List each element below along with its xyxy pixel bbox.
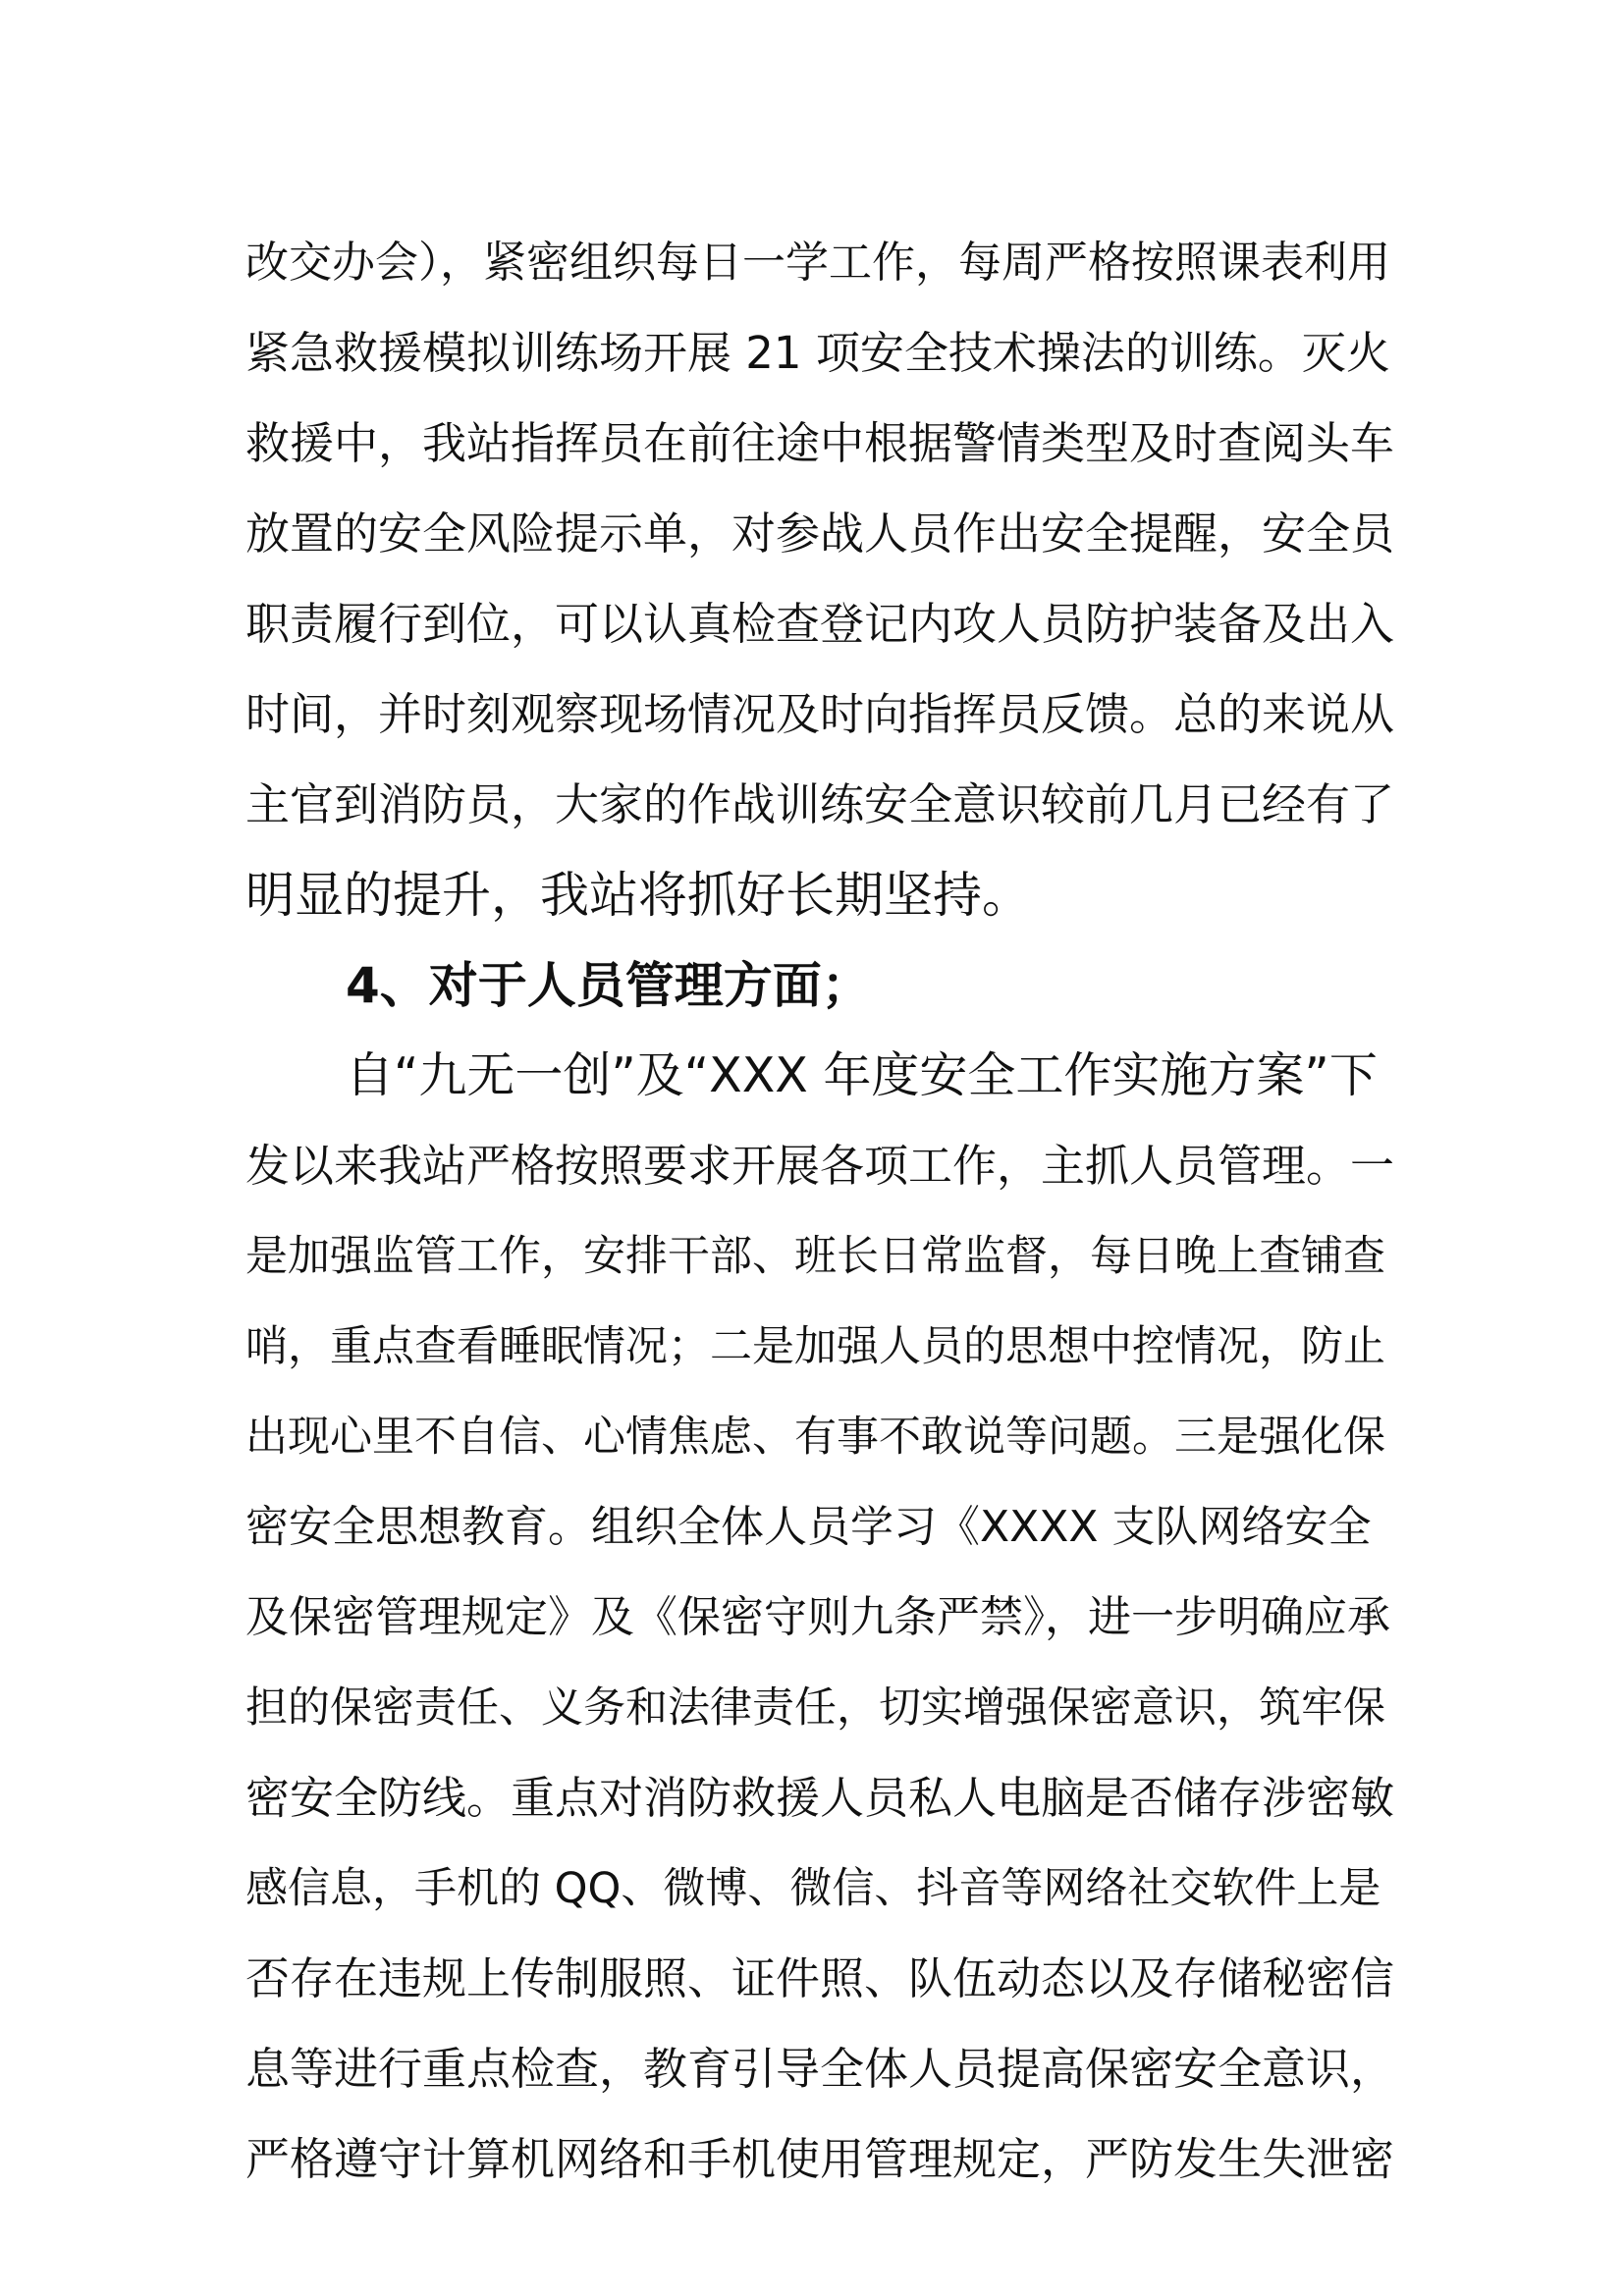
paragraph-line: 否存在违规上传制服照、证件照、队伍动态以及存储秘密信	[245, 1952, 1395, 2004]
paragraph-line: 主官到消防员，大家的作战训练安全意识较前几月已经有了	[245, 778, 1395, 830]
paragraph-line: 明显的提升，我站将抓好长期坚持。	[245, 867, 1031, 924]
paragraph-line: 感信息，手机的 QQ、微博、微信、抖音等网络社交软件上是	[245, 1864, 1381, 1913]
paragraph-line: 救援中，我站指挥员在前往途中根据警情类型及时查阅头车	[245, 417, 1395, 469]
paragraph-line: 改交办会），紧密组织每日一学工作，每周严格按照课表利用	[245, 238, 1390, 288]
paragraph-line: 及保密管理规定》及《保密守则九条严禁》，进一步明确应承	[245, 1592, 1390, 1642]
paragraph-line: 严格遵守计算机网络和手机使用管理规定，严防发生失泄密	[245, 2133, 1395, 2185]
paragraph-line: 放置的安全风险提示单，对参战人员作出安全提醒，安全员	[245, 507, 1395, 560]
paragraph-first-line: 自“九无一创”及“XXX 年度安全工作实施方案”下	[346, 1047, 1378, 1103]
paragraph-line: 担的保密责任、义务和法律责任，切实增强保密意识，筑牢保	[245, 1683, 1385, 1733]
paragraph-line: 是加强监管工作，安排干部、班长日常监督，每日晚上查铺查	[245, 1232, 1385, 1281]
paragraph-line: 发以来我站严格按照要求开展各项工作，主抓人员管理。一	[245, 1140, 1395, 1192]
paragraph-line: 哨，重点查看睡眠情况；二是加强人员的思想中控情况，防止	[245, 1322, 1385, 1371]
paragraph-line: 职责履行到位，可以认真检查登记内攻人员防护装备及出入	[245, 598, 1395, 650]
paragraph-line: 息等进行重点检查，教育引导全体人员提高保密安全意识，	[245, 2043, 1395, 2095]
paragraph-line: 紧急救援模拟训练场开展 21 项安全技术操法的训练。灭火	[245, 327, 1390, 379]
paragraph-line: 出现心里不自信、心情焦虑、有事不敢说等问题。三是强化保	[245, 1413, 1385, 1462]
paragraph-line: 密安全防线。重点对消防救援人员私人电脑是否储存涉密敏	[245, 1772, 1395, 1824]
section-heading: 4、对于人员管理方面；	[346, 957, 871, 1014]
paragraph-line: 时间，并时刻观察现场情况及时向指挥员反馈。总的来说从	[245, 688, 1395, 740]
paragraph-line: 密安全思想教育。组织全体人员学习《XXXX 支队网络安全	[245, 1502, 1372, 1552]
